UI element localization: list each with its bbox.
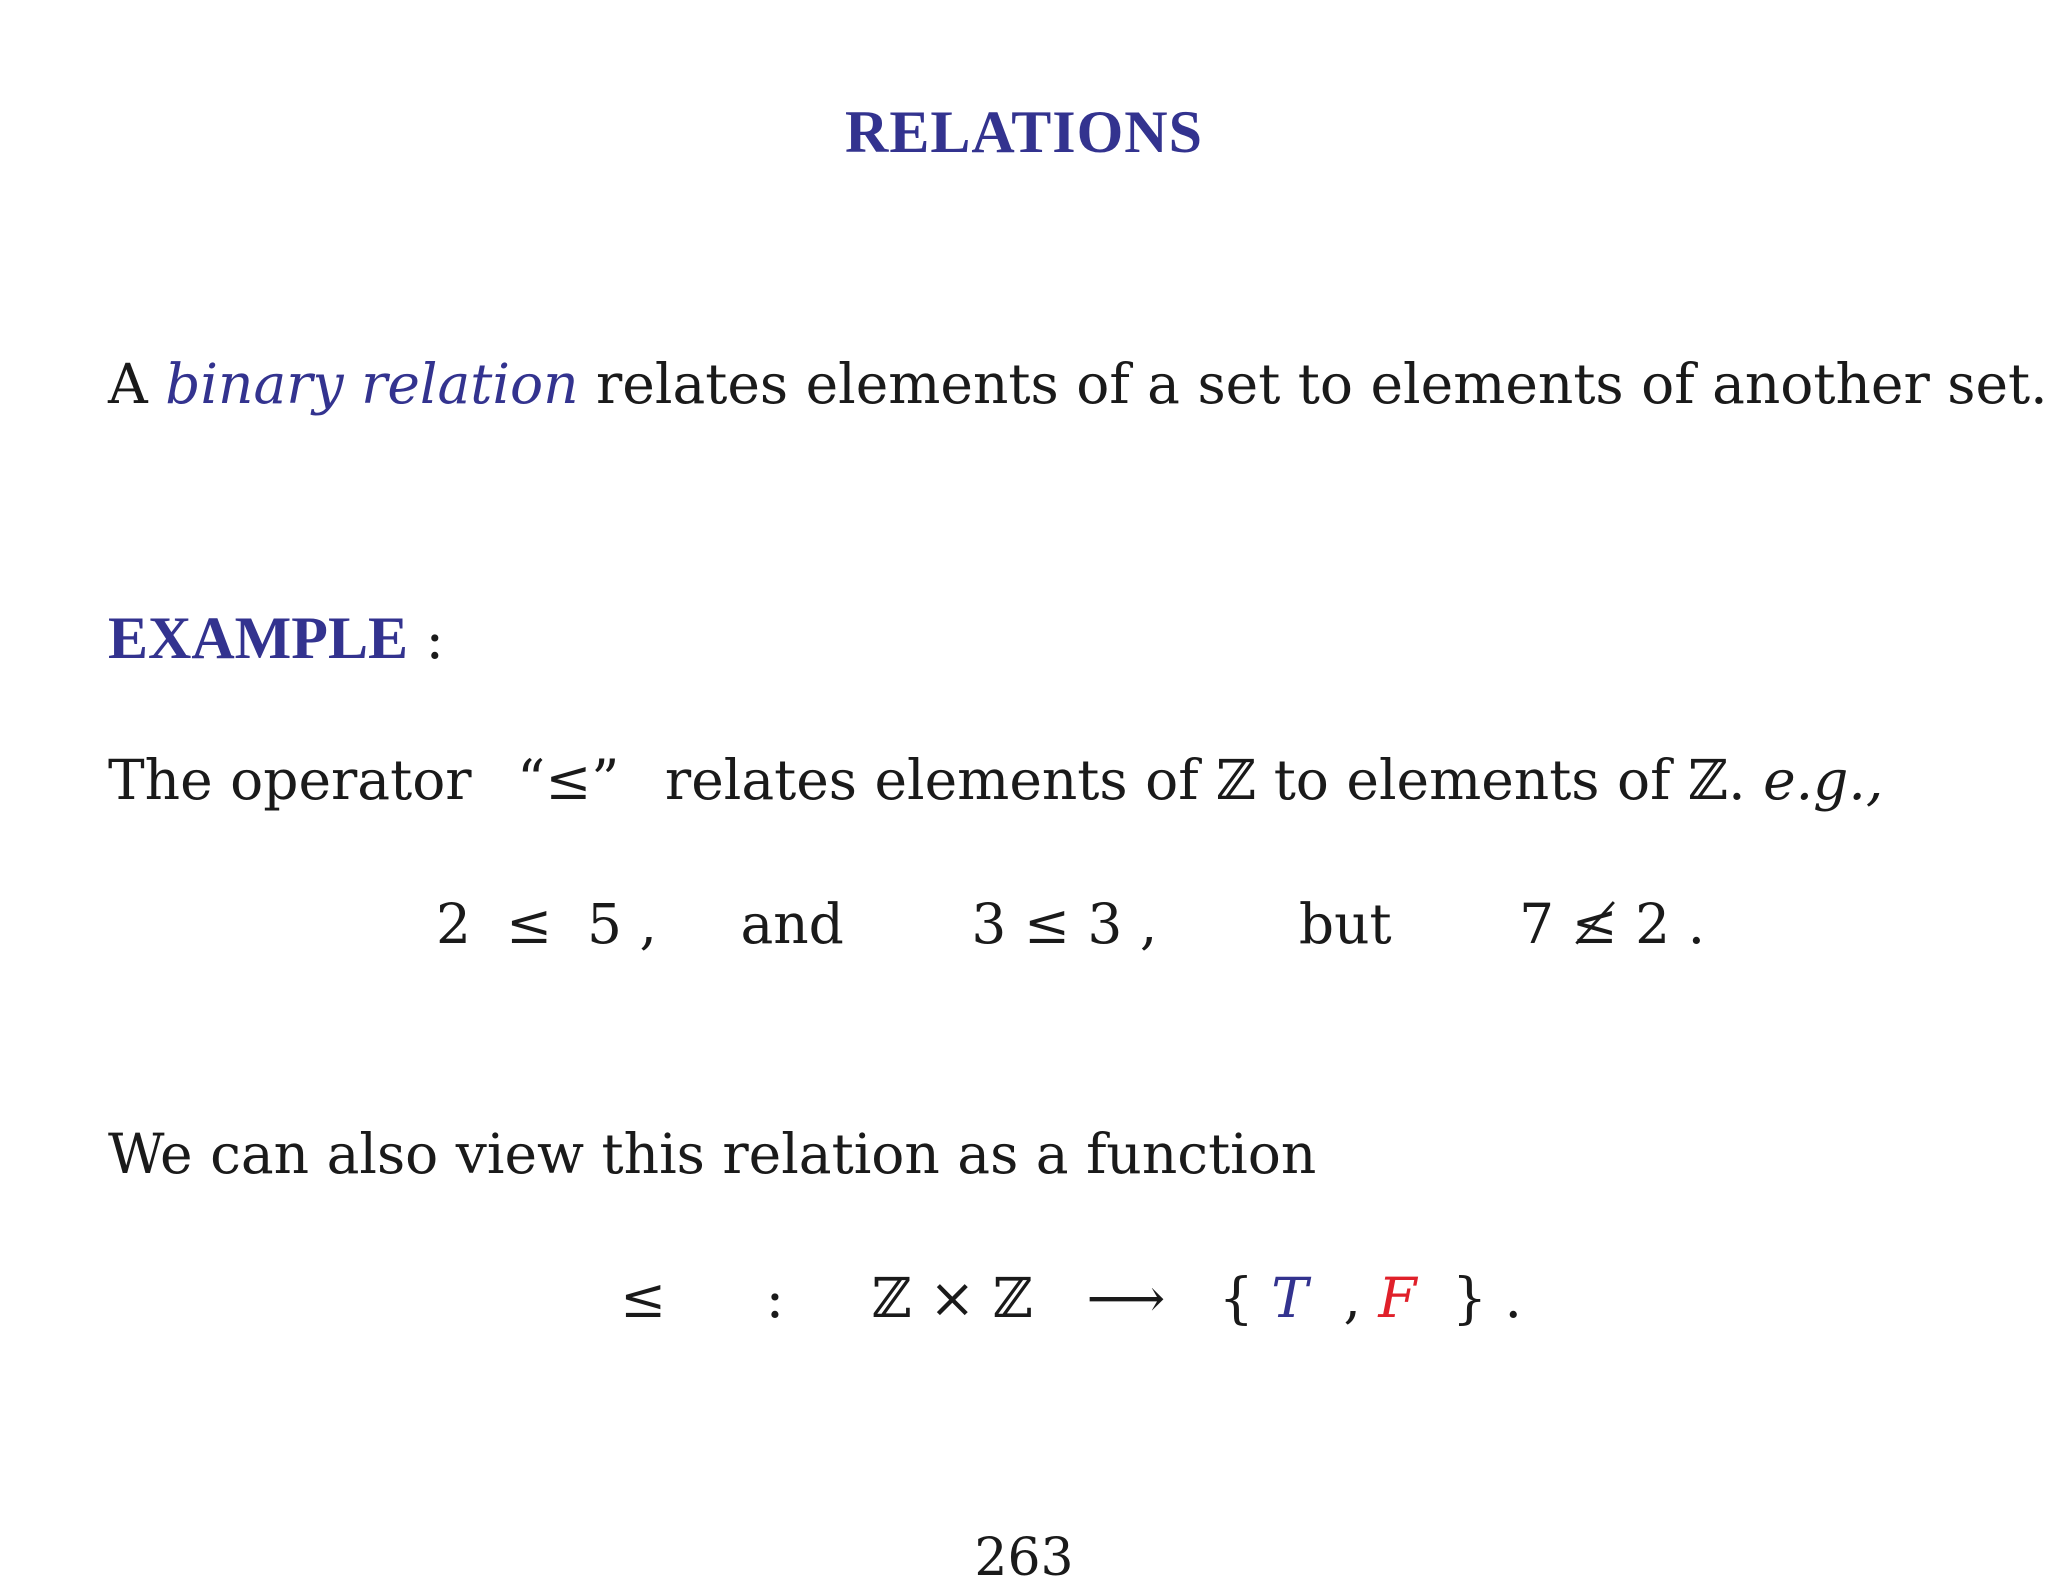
example-heading: [108, 604, 444, 673]
operator-line: [108, 748, 1883, 812]
instance-and: and: [740, 892, 844, 956]
operator-line-middle: relates elements of ℤ to elements of ℤ.: [664, 748, 1746, 812]
example-colon: :: [425, 607, 445, 671]
function-open-brace: {: [1218, 1266, 1254, 1330]
operator-line-start: The operator: [108, 748, 472, 812]
operator-symbol: “≤”: [517, 748, 620, 812]
instance-3-le-3: 3 ≤ 3 ,: [971, 892, 1158, 956]
definition-term: binary relation: [165, 352, 579, 416]
definition-line: [108, 352, 2048, 416]
example-label: EXAMPLE: [108, 605, 408, 671]
definition-rest: relates elements of a set to elements of another set.: [596, 352, 2048, 416]
function-signature: [620, 1266, 1522, 1330]
function-close-brace: } .: [1452, 1266, 1523, 1330]
function-intro: We can also view this relation as a function: [108, 1122, 1317, 1186]
function-domain: ℤ × ℤ: [871, 1266, 1033, 1330]
instance-2-le-5: 2 ≤ 5 ,: [436, 892, 657, 956]
definition-prefix: A: [108, 352, 148, 416]
function-lhs: ≤: [620, 1266, 667, 1330]
page-number: 263: [974, 1528, 1074, 1588]
example-instances: [436, 892, 1705, 956]
operator-line-eg: e.g.,: [1763, 748, 1884, 812]
function-false-value: F: [1378, 1266, 1417, 1330]
function-colon: :: [765, 1266, 785, 1330]
instance-but: but: [1298, 892, 1392, 956]
function-arrow: ⟶: [1086, 1266, 1166, 1330]
function-comma: ,: [1343, 1266, 1361, 1330]
page-title: RELATIONS: [845, 99, 1203, 165]
function-true-value: T: [1271, 1266, 1308, 1330]
instance-7-nle-2: 7 ≰ 2 .: [1519, 892, 1706, 956]
